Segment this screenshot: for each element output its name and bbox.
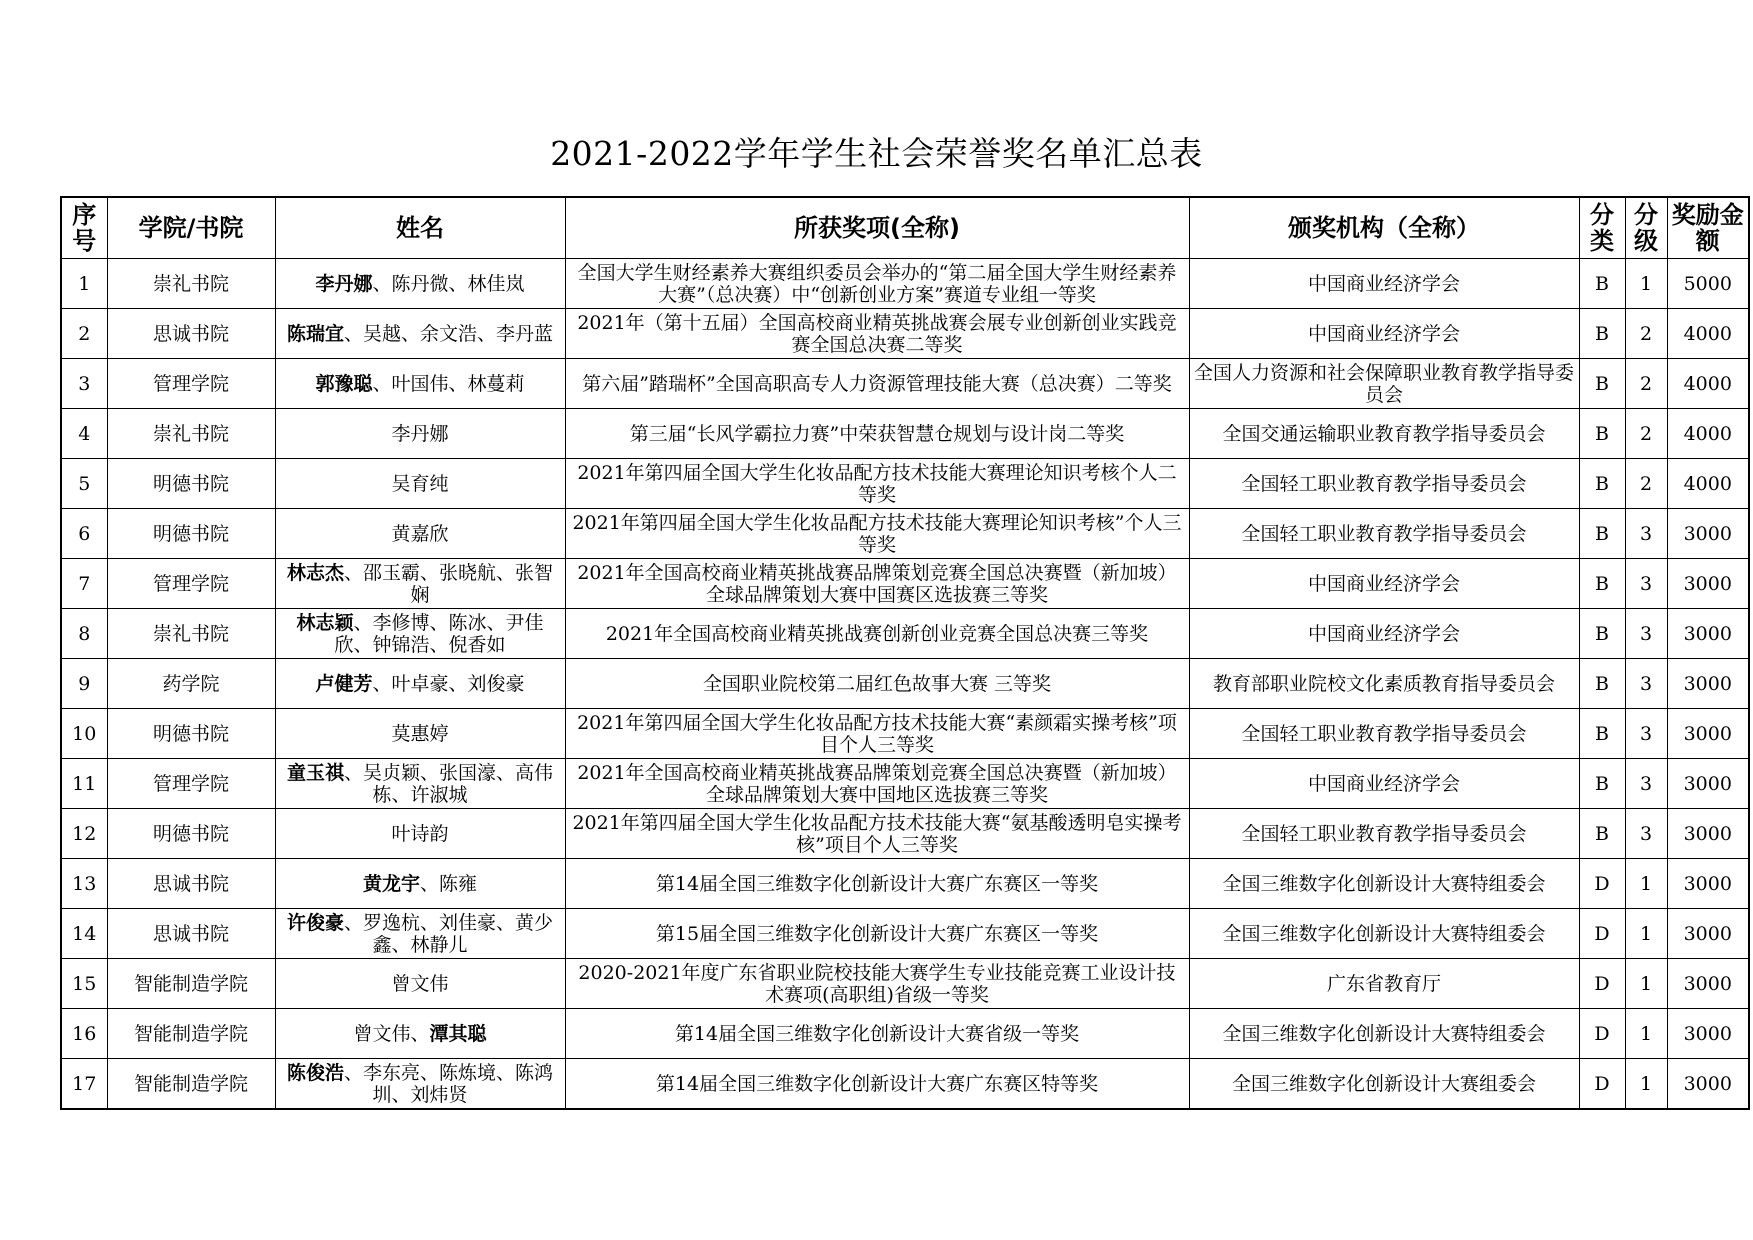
member-names: 曾文伟 xyxy=(391,972,449,995)
member-names: 、吴贞颖、张国濠、高伟栋、许淑城 xyxy=(344,761,554,806)
table-row xyxy=(61,759,1749,809)
cell-award: 2021年第四届全国大学生化妆品配方技术技能大赛理论知识考核个人二等奖 xyxy=(565,459,1189,509)
cell-category: D xyxy=(1579,909,1625,959)
cell-level: 1 xyxy=(1625,909,1667,959)
lead-name: 李丹娜 xyxy=(315,272,373,295)
cell-category: B xyxy=(1579,609,1625,659)
cell-college: 管理学院 xyxy=(107,359,275,409)
lead-name: 林志杰 xyxy=(286,561,344,584)
cell-seq: 3 xyxy=(61,359,107,409)
member-names: 、李修博、陈冰、尹佳欣、钟锦浩、倪香如 xyxy=(334,611,544,656)
cell-seq: 8 xyxy=(61,609,107,659)
cell-category: D xyxy=(1579,1059,1625,1110)
cell-amount: 4000 xyxy=(1667,409,1749,459)
cell-award: 2021年第四届全国大学生化妆品配方技术技能大赛“素颜霜实操考核”项目个人三等奖 xyxy=(565,709,1189,759)
cell-college: 明德书院 xyxy=(107,709,275,759)
table-row xyxy=(61,509,1749,559)
table-row xyxy=(61,309,1749,359)
cell-organizer: 全国三维数字化创新设计大赛组委会 xyxy=(1189,1059,1579,1110)
cell-names xyxy=(275,609,565,659)
cell-organizer: 全国三维数字化创新设计大赛特组委会 xyxy=(1189,859,1579,909)
cell-level: 1 xyxy=(1625,1059,1667,1110)
member-names: 吴育纯 xyxy=(391,472,449,495)
cell-seq: 7 xyxy=(61,559,107,609)
cell-amount: 3000 xyxy=(1667,609,1749,659)
cell-names xyxy=(275,509,565,559)
cell-organizer: 广东省教育厅 xyxy=(1189,959,1579,1009)
cell-category: B xyxy=(1579,459,1625,509)
lead-name: 卢健芳 xyxy=(315,672,373,695)
cell-amount: 4000 xyxy=(1667,459,1749,509)
table-row xyxy=(61,459,1749,509)
header-names: 姓名 xyxy=(275,197,565,259)
cell-category: D xyxy=(1579,859,1625,909)
cell-award: 2021年全国高校商业精英挑战赛品牌策划竞赛全国总决赛暨（新加坡）全球品牌策划大赛中国地区选拔赛三等奖 xyxy=(565,759,1189,809)
member-names: 李丹娜 xyxy=(391,422,449,445)
header-level: 分级 xyxy=(1625,197,1667,259)
cell-level: 2 xyxy=(1625,459,1667,509)
cell-category: B xyxy=(1579,559,1625,609)
cell-college: 崇礼书院 xyxy=(107,609,275,659)
cell-category: B xyxy=(1579,509,1625,559)
cell-level: 1 xyxy=(1625,259,1667,309)
member-names: 莫惠婷 xyxy=(391,722,449,745)
cell-college: 思诚书院 xyxy=(107,859,275,909)
cell-amount: 4000 xyxy=(1667,359,1749,409)
cell-seq: 15 xyxy=(61,959,107,1009)
cell-college: 智能制造学院 xyxy=(107,959,275,1009)
table-row xyxy=(61,659,1749,709)
cell-seq: 1 xyxy=(61,259,107,309)
cell-organizer: 中国商业经济学会 xyxy=(1189,759,1579,809)
lead-name: 许俊豪 xyxy=(286,911,344,934)
header-amount: 奖励金额 xyxy=(1667,197,1749,259)
cell-award: 第六届”踏瑞杯”全国高职高专人力资源管理技能大赛（总决赛）二等奖 xyxy=(565,359,1189,409)
table-header-row xyxy=(61,197,1749,259)
lead-name: 林志颖 xyxy=(296,611,354,634)
table-row xyxy=(61,359,1749,409)
table-row xyxy=(61,609,1749,659)
member-names: 叶诗韵 xyxy=(391,822,449,845)
award-summary-table xyxy=(60,196,1750,1110)
cell-level: 1 xyxy=(1625,959,1667,1009)
cell-names xyxy=(275,559,565,609)
cell-amount: 3000 xyxy=(1667,709,1749,759)
table-row xyxy=(61,1009,1749,1059)
member-names: 、陈雍 xyxy=(420,872,478,895)
cell-award: 第14届全国三维数字化创新设计大赛省级一等奖 xyxy=(565,1009,1189,1059)
cell-category: D xyxy=(1579,1009,1625,1059)
cell-award: 第三届“长风学霸拉力赛”中荣获智慧仓规划与设计岗二等奖 xyxy=(565,409,1189,459)
cell-organizer: 全国轻工职业教育教学指导委员会 xyxy=(1189,709,1579,759)
cell-level: 3 xyxy=(1625,809,1667,859)
member-names: 、李东亮、陈炼境、陈鸿圳、刘炜贤 xyxy=(344,1061,554,1106)
cell-amount: 5000 xyxy=(1667,259,1749,309)
cell-names xyxy=(275,909,565,959)
cell-category: B xyxy=(1579,809,1625,859)
cell-seq: 14 xyxy=(61,909,107,959)
cell-college: 管理学院 xyxy=(107,759,275,809)
cell-seq: 17 xyxy=(61,1059,107,1110)
member-names: 、邵玉霸、张晓航、张智娴 xyxy=(344,561,554,606)
cell-amount: 3000 xyxy=(1667,559,1749,609)
cell-organizer: 中国商业经济学会 xyxy=(1189,559,1579,609)
cell-category: D xyxy=(1579,959,1625,1009)
cell-level: 2 xyxy=(1625,409,1667,459)
cell-award: 2021年第四届全国大学生化妆品配方技术技能大赛理论知识考核”个人三等奖 xyxy=(565,509,1189,559)
cell-amount: 3000 xyxy=(1667,809,1749,859)
lead-name: 陈瑞宜 xyxy=(286,322,344,345)
cell-organizer: 全国轻工职业教育教学指导委员会 xyxy=(1189,459,1579,509)
cell-amount: 3000 xyxy=(1667,859,1749,909)
cell-names xyxy=(275,1009,565,1059)
cell-award: 第14届全国三维数字化创新设计大赛广东赛区特等奖 xyxy=(565,1059,1189,1110)
cell-names xyxy=(275,709,565,759)
cell-level: 3 xyxy=(1625,709,1667,759)
cell-names xyxy=(275,759,565,809)
cell-award: 第14届全国三维数字化创新设计大赛广东赛区一等奖 xyxy=(565,859,1189,909)
lead-name: 黄龙宇 xyxy=(362,872,420,895)
cell-amount: 3000 xyxy=(1667,509,1749,559)
cell-category: B xyxy=(1579,709,1625,759)
cell-organizer: 全国三维数字化创新设计大赛特组委会 xyxy=(1189,1009,1579,1059)
cell-organizer: 教育部职业院校文化素质教育指导委员会 xyxy=(1189,659,1579,709)
cell-seq: 12 xyxy=(61,809,107,859)
cell-level: 2 xyxy=(1625,309,1667,359)
cell-category: B xyxy=(1579,659,1625,709)
cell-organizer: 全国交通运输职业教育教学指导委员会 xyxy=(1189,409,1579,459)
cell-level: 3 xyxy=(1625,509,1667,559)
header-seq: 序号 xyxy=(61,197,107,259)
cell-award: 2021年全国高校商业精英挑战赛品牌策划竞赛全国总决赛暨（新加坡）全球品牌策划大赛中国赛区选拔赛三等奖 xyxy=(565,559,1189,609)
member-names: 曾文伟、 xyxy=(353,1022,430,1045)
cell-organizer: 全国三维数字化创新设计大赛特组委会 xyxy=(1189,909,1579,959)
cell-category: B xyxy=(1579,359,1625,409)
cell-organizer: 中国商业经济学会 xyxy=(1189,609,1579,659)
cell-college: 明德书院 xyxy=(107,509,275,559)
cell-college: 崇礼书院 xyxy=(107,409,275,459)
member-names: 黄嘉欣 xyxy=(391,522,449,545)
page-title: 2021-2022学年学生社会荣誉奖名单汇总表 xyxy=(550,134,1203,173)
lead-name: 陈俊浩 xyxy=(286,1061,344,1084)
cell-organizer: 中国商业经济学会 xyxy=(1189,309,1579,359)
cell-seq: 13 xyxy=(61,859,107,909)
cell-award: 全国职业院校第二届红色故事大赛 三等奖 xyxy=(565,659,1189,709)
cell-seq: 9 xyxy=(61,659,107,709)
cell-award: 第15届全国三维数字化创新设计大赛广东赛区一等奖 xyxy=(565,909,1189,959)
table-row xyxy=(61,859,1749,909)
cell-amount: 3000 xyxy=(1667,1059,1749,1110)
cell-college: 明德书院 xyxy=(107,809,275,859)
cell-names xyxy=(275,809,565,859)
cell-amount: 3000 xyxy=(1667,1009,1749,1059)
cell-level: 3 xyxy=(1625,659,1667,709)
table-row xyxy=(61,409,1749,459)
cell-names xyxy=(275,309,565,359)
cell-college: 药学院 xyxy=(107,659,275,709)
member-names: 、陈丹微、林佳岚 xyxy=(372,272,525,295)
cell-names xyxy=(275,859,565,909)
table-row xyxy=(61,909,1749,959)
cell-names xyxy=(275,259,565,309)
cell-amount: 4000 xyxy=(1667,309,1749,359)
cell-amount: 3000 xyxy=(1667,909,1749,959)
cell-seq: 11 xyxy=(61,759,107,809)
cell-names xyxy=(275,359,565,409)
cell-names xyxy=(275,459,565,509)
cell-names xyxy=(275,409,565,459)
cell-organizer: 全国轻工职业教育教学指导委员会 xyxy=(1189,809,1579,859)
cell-seq: 5 xyxy=(61,459,107,509)
cell-college: 管理学院 xyxy=(107,559,275,609)
header-organizer: 颁奖机构（全称） xyxy=(1189,197,1579,259)
member-names: 、叶卓豪、刘俊豪 xyxy=(372,672,525,695)
cell-names xyxy=(275,659,565,709)
cell-level: 1 xyxy=(1625,1009,1667,1059)
cell-level: 1 xyxy=(1625,859,1667,909)
table-row xyxy=(61,709,1749,759)
table-row xyxy=(61,809,1749,859)
cell-amount: 3000 xyxy=(1667,659,1749,709)
cell-category: B xyxy=(1579,409,1625,459)
member-names: 、罗逸杭、刘佳豪、黄少鑫、林静儿 xyxy=(344,911,554,956)
cell-college: 明德书院 xyxy=(107,459,275,509)
cell-college: 崇礼书院 xyxy=(107,259,275,309)
cell-seq: 2 xyxy=(61,309,107,359)
table-row xyxy=(61,959,1749,1009)
cell-award: 2021年（第十五届）全国高校商业精英挑战赛会展专业创新创业实践竞赛全国总决赛二等奖 xyxy=(565,309,1189,359)
cell-seq: 10 xyxy=(61,709,107,759)
lead-name: 郭豫聪 xyxy=(315,372,373,395)
cell-seq: 4 xyxy=(61,409,107,459)
cell-category: B xyxy=(1579,759,1625,809)
member-names: 、吴越、余文浩、李丹蓝 xyxy=(344,322,554,345)
cell-organizer: 全国轻工职业教育教学指导委员会 xyxy=(1189,509,1579,559)
cell-organizer: 全国人力资源和社会保障职业教育教学指导委员会 xyxy=(1189,359,1579,409)
cell-award: 全国大学生财经素养大赛组织委员会举办的“第二届全国大学生财经素养大赛”（总决赛）中“创新创业方案”赛道专业组一等奖 xyxy=(565,259,1189,309)
cell-category: B xyxy=(1579,309,1625,359)
header-category: 分类 xyxy=(1579,197,1625,259)
member-names: 、叶国伟、林蔓莉 xyxy=(372,372,525,395)
cell-amount: 3000 xyxy=(1667,759,1749,809)
cell-level: 3 xyxy=(1625,609,1667,659)
cell-amount: 3000 xyxy=(1667,959,1749,1009)
lead-name: 潭其聪 xyxy=(429,1022,487,1045)
cell-college: 智能制造学院 xyxy=(107,1059,275,1110)
lead-name: 童玉祺 xyxy=(286,761,344,784)
table-row xyxy=(61,559,1749,609)
header-college: 学院/书院 xyxy=(107,197,275,259)
cell-level: 2 xyxy=(1625,359,1667,409)
cell-names xyxy=(275,959,565,1009)
cell-organizer: 中国商业经济学会 xyxy=(1189,259,1579,309)
header-award: 所获奖项(全称) xyxy=(565,197,1189,259)
cell-college: 思诚书院 xyxy=(107,309,275,359)
cell-award: 2021年全国高校商业精英挑战赛创新创业竞赛全国总决赛三等奖 xyxy=(565,609,1189,659)
cell-category: B xyxy=(1579,259,1625,309)
cell-seq: 6 xyxy=(61,509,107,559)
cell-seq: 16 xyxy=(61,1009,107,1059)
cell-level: 3 xyxy=(1625,759,1667,809)
cell-names xyxy=(275,1059,565,1110)
cell-college: 思诚书院 xyxy=(107,909,275,959)
table-row xyxy=(61,1059,1749,1110)
table-body xyxy=(61,259,1749,1110)
cell-level: 3 xyxy=(1625,559,1667,609)
cell-award: 2020-2021年度广东省职业院校技能大赛学生专业技能竞赛工业设计技术赛项(高职组)省级一等奖 xyxy=(565,959,1189,1009)
table-row xyxy=(61,259,1749,309)
cell-award: 2021年第四届全国大学生化妆品配方技术技能大赛“氨基酸透明皂实操考核”项目个人三等奖 xyxy=(565,809,1189,859)
cell-college: 智能制造学院 xyxy=(107,1009,275,1059)
